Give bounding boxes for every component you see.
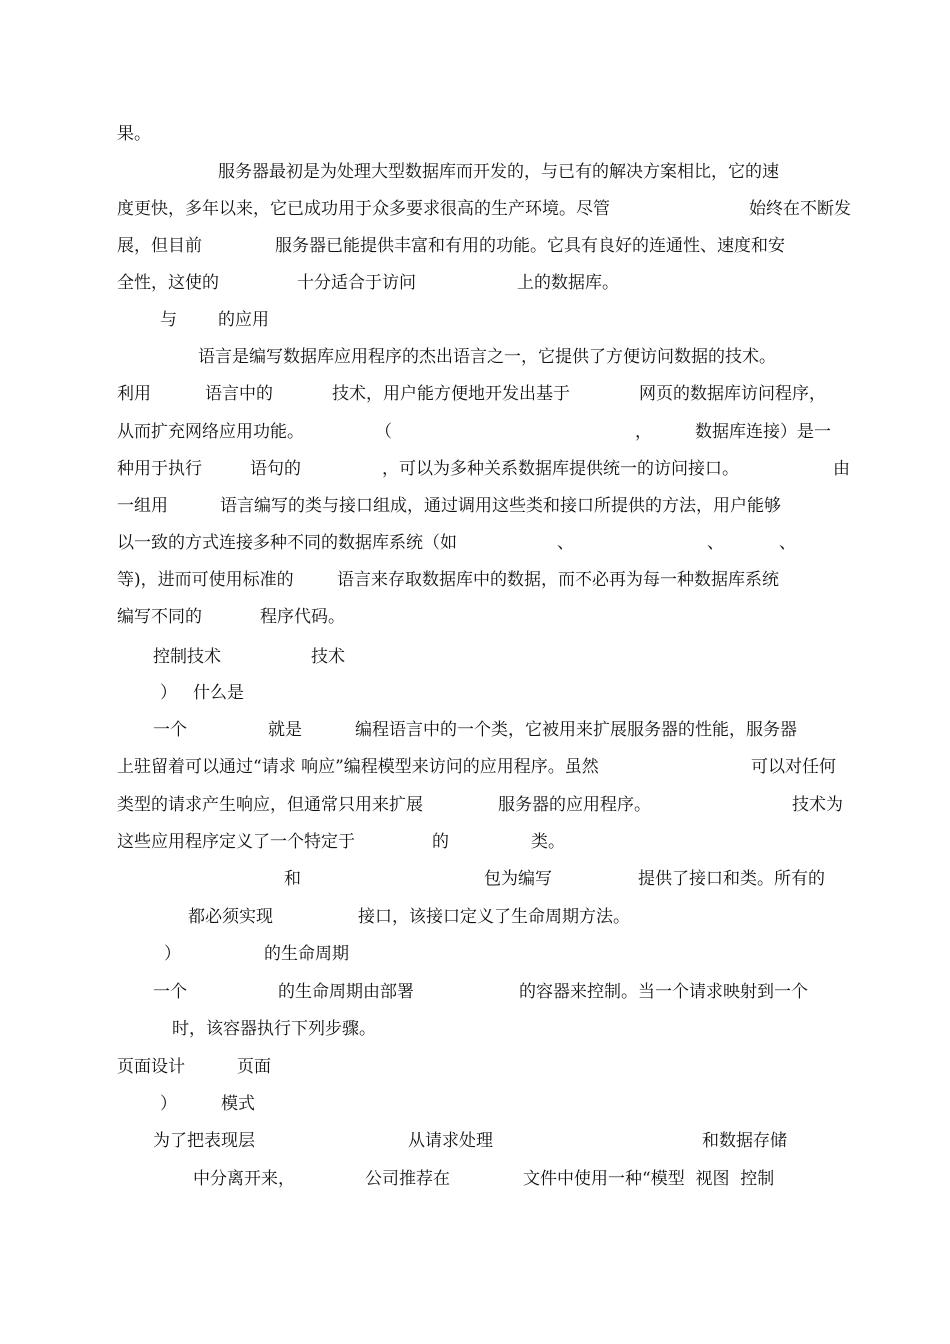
text-segment: 页面设计 xyxy=(117,1057,185,1077)
text-segment: 接口，该接口定义了生命周期方法。 xyxy=(358,907,630,927)
text-segment: 、 xyxy=(557,533,574,553)
text-line xyxy=(117,1055,851,1079)
text-segment: 、 xyxy=(707,533,724,553)
text-segment: 公司推荐在 xyxy=(365,1169,450,1189)
text-line xyxy=(153,645,851,669)
text-segment: 的生命周期 xyxy=(264,944,349,964)
text-segment: 编写不同的 xyxy=(117,607,202,627)
text-segment: 模式 xyxy=(221,1094,255,1114)
text-line xyxy=(117,271,851,295)
text-line xyxy=(172,1017,851,1041)
text-segment: ， xyxy=(635,422,652,442)
text-segment: 就是 xyxy=(268,720,302,740)
text-segment: 的应用 xyxy=(218,310,269,330)
text-segment: 服务器的应用程序。 xyxy=(498,795,651,815)
text-segment: 从请求处理 xyxy=(408,1131,493,1151)
text-line xyxy=(117,382,851,406)
text-segment: 和 xyxy=(284,869,301,889)
text-segment: 中分离开来， xyxy=(193,1169,295,1189)
text-segment: 什么是 xyxy=(193,683,244,703)
text-line xyxy=(284,867,851,891)
text-line xyxy=(117,830,851,854)
text-segment: 技术为 xyxy=(792,795,843,815)
text-segment: 语言来存取数据库中的数据，而不必再为每一种数据库系统 xyxy=(337,570,779,590)
text-segment: 语言中的 xyxy=(205,384,273,404)
text-segment: 提供了接口和类。所有的 xyxy=(638,869,825,889)
text-segment: 、 xyxy=(779,533,796,553)
text-segment: 种用于执行 xyxy=(117,459,202,479)
text-segment: 技术 xyxy=(311,647,345,667)
text-line xyxy=(117,234,851,258)
text-segment: 类型的请求产生响应，但通常只用来扩展 xyxy=(117,795,423,815)
text-segment: 为了把表现层 xyxy=(153,1131,255,1151)
text-line xyxy=(153,980,851,1004)
text-segment: 的容器来控制。当一个请求映射到一个 xyxy=(519,982,808,1002)
text-segment: 页面 xyxy=(237,1057,271,1077)
text-line xyxy=(164,942,851,966)
text-segment: 从而扩充网络应用功能。 xyxy=(117,422,304,442)
text-line xyxy=(160,1092,851,1116)
text-segment: 上的数据库。 xyxy=(517,273,619,293)
text-segment: 控制技术 xyxy=(153,647,221,667)
text-line xyxy=(117,793,851,817)
text-segment: 数据库连接）是一 xyxy=(695,422,831,442)
text-segment: 展，但目前 xyxy=(117,236,202,256)
text-segment: 一组用 xyxy=(117,496,168,516)
text-segment: 服务器已能提供丰富和有用的功能。它具有良好的连通性、速度和安 xyxy=(275,236,785,256)
text-segment: 始终在不断发 xyxy=(749,199,851,219)
text-line xyxy=(117,494,851,518)
text-segment: 以一致的方式连接多种不同的数据库系统（如 xyxy=(117,533,457,553)
text-segment: （ xyxy=(375,422,392,442)
text-line xyxy=(117,420,851,444)
text-segment: 一个 xyxy=(153,982,187,1002)
text-segment: 上驻留着可以通过“请求 响应”编程模型来访问的应用程序。虽然 xyxy=(117,757,599,777)
text-segment: 一个 xyxy=(153,720,187,740)
text-line xyxy=(117,568,851,592)
text-segment: ） xyxy=(164,944,181,964)
text-line xyxy=(153,718,851,742)
text-segment: 可以对任何 xyxy=(751,757,836,777)
text-segment: ） xyxy=(160,683,177,703)
text-line xyxy=(218,160,851,184)
text-line xyxy=(117,457,851,481)
text-segment: 时，该容器执行下列步骤。 xyxy=(172,1019,376,1039)
text-segment: 服务器最初是为处理大型数据库而开发的，与已有的解决方案相比，它的速 xyxy=(218,162,779,182)
text-segment: 程序代码。 xyxy=(260,607,345,627)
text-line xyxy=(153,1129,851,1153)
text-line xyxy=(117,531,851,555)
text-segment: 语言是编写数据库应用程序的杰出语言之一，它提供了方便访问数据的技术。 xyxy=(198,347,776,367)
text-line xyxy=(198,345,851,369)
text-line xyxy=(188,905,851,929)
text-segment: 语句的 xyxy=(250,459,301,479)
text-segment: 等)，进而可使用标准的 xyxy=(117,570,294,590)
text-segment: 类。 xyxy=(531,832,565,852)
text-line xyxy=(160,681,851,705)
text-segment: 全性，这使的 xyxy=(117,273,219,293)
text-segment: 的生命周期由部署 xyxy=(278,982,414,1002)
text-segment: 都必须实现 xyxy=(188,907,273,927)
text-segment: 这些应用程序定义了一个特定于 xyxy=(117,832,355,852)
text-segment: 语言编写的类与接口组成，通过调用这些类和接口所提供的方法，用户能够 xyxy=(220,496,781,516)
text-line xyxy=(160,308,851,332)
text-segment: 利用 xyxy=(117,384,151,404)
text-segment: 包为编写 xyxy=(484,869,552,889)
text-line xyxy=(117,755,851,779)
text-segment: 与 xyxy=(160,310,177,330)
text-line xyxy=(117,122,851,146)
text-segment: 由 xyxy=(833,459,850,479)
text-line xyxy=(117,605,851,629)
text-segment: 十分适合于访问 xyxy=(297,273,416,293)
text-segment: 果。 xyxy=(117,124,151,144)
text-segment: 的 xyxy=(432,832,449,852)
text-segment: 编程语言中的一个类，它被用来扩展服务器的性能，服务器 xyxy=(355,720,797,740)
text-segment: ） xyxy=(160,1094,177,1114)
text-segment: 技术，用户能方便地开发出基于 xyxy=(332,384,570,404)
text-segment: ，可以为多种关系数据库提供统一的访问接口。 xyxy=(382,459,739,479)
text-segment: 和数据存储 xyxy=(702,1131,787,1151)
text-line xyxy=(117,197,851,221)
text-line xyxy=(193,1167,851,1191)
text-segment: 文件中使用一种“模型 视图 控制 xyxy=(523,1169,775,1189)
text-segment: 度更快，多年以来，它已成功用于众多要求很高的生产环境。尽管 xyxy=(117,199,610,219)
text-segment: 网页的数据库访问程序， xyxy=(639,384,826,404)
